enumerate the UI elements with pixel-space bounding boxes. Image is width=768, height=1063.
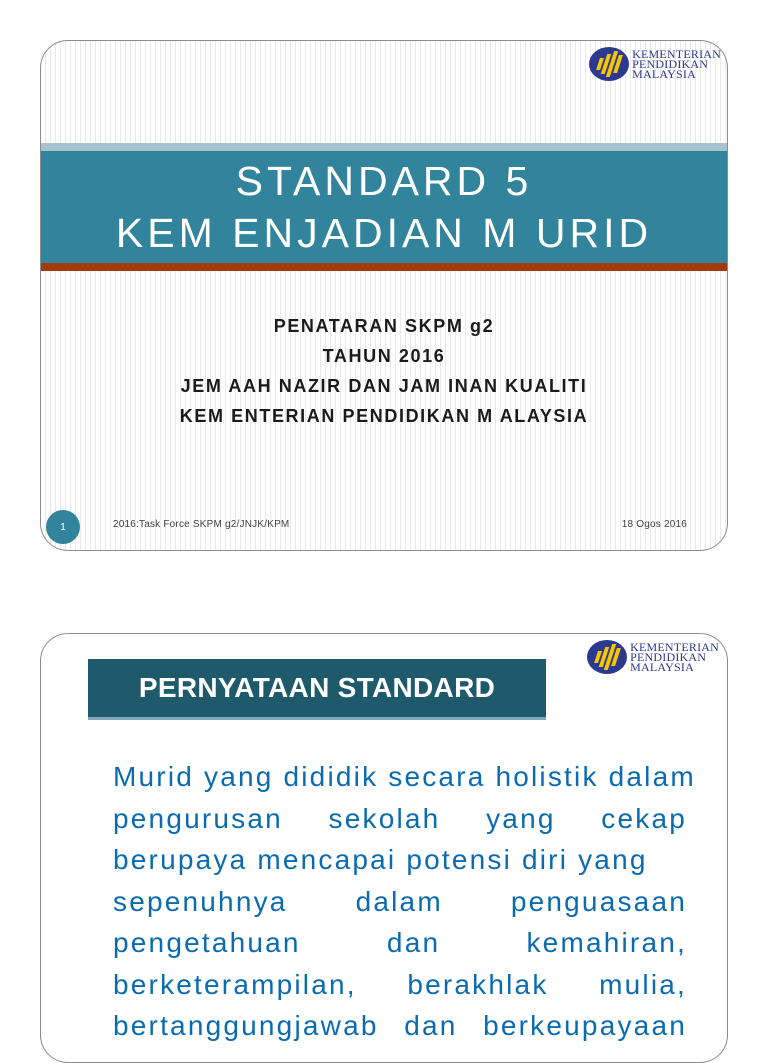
statement-word: pengetahuan <box>113 927 301 958</box>
statement-line <box>113 881 687 923</box>
footer-source: 2016:Task Force SKPM g2/JNJK/KPM <box>113 519 290 530</box>
slide-title-line-1: STANDARD 5 <box>235 158 533 204</box>
logo-line-2: PENDIDIKAN <box>630 650 707 664</box>
title-band <box>41 151 727 263</box>
statement-word: bertanggungjawab <box>113 1010 379 1041</box>
logo-line-1: KEMENTERIAN <box>632 47 721 61</box>
statement-word: sepenuhnya <box>113 885 288 917</box>
statement-word: kemahiran, <box>526 927 687 958</box>
heading-box <box>88 659 546 720</box>
subtitle-line: KEM ENTERIAN PENDIDIKAN M ALAYSIA <box>179 406 589 426</box>
page-number-badge: 1 <box>46 510 80 544</box>
ministry-emblem-icon <box>587 640 627 674</box>
logo-line-3: MALAYSIA <box>630 660 694 674</box>
statement-word: penguasaan <box>510 885 687 917</box>
statement-word: yang <box>486 802 556 834</box>
footer-date: 18 Ogos 2016 <box>621 519 687 530</box>
statement-word: berupaya mencapai potensi diri yang <box>113 844 648 875</box>
statement-line <box>113 798 687 840</box>
statement-line <box>113 964 687 1006</box>
statement-line <box>113 1005 687 1047</box>
statement-word: berketerampilan, <box>113 968 357 1000</box>
logo-line-3: MALAYSIA <box>632 67 696 81</box>
title-bottom-bar <box>41 263 727 271</box>
statement-word: cekap <box>601 802 687 834</box>
ministry-logo-text <box>630 642 719 672</box>
statement-word: berkeupayaan <box>483 1010 687 1041</box>
logo-line-1: KEMENTERIAN <box>630 640 719 654</box>
statement-word: dan <box>404 1010 458 1041</box>
statement-line <box>113 839 687 881</box>
statement-word: sekolah <box>328 802 441 834</box>
subtitle-line: PENATARAN SKPM g2 <box>273 316 495 336</box>
standard-statement <box>113 756 696 1047</box>
ministry-logo <box>587 640 719 674</box>
statement-word: Murid yang dididik secara holistik dalam <box>113 761 696 792</box>
ministry-emblem-icon <box>589 47 629 81</box>
subtitle-line: JEM AAH NAZIR DAN JAM INAN KUALITI <box>180 376 588 396</box>
statement-word: dalam <box>355 885 443 917</box>
statement-word: mulia, <box>599 968 687 1000</box>
slide-2 <box>40 633 728 1063</box>
slide-title-line-2: KEM ENJADIAN M URID <box>115 210 653 256</box>
subtitle-block <box>41 311 727 431</box>
section-heading: PERNYATAAN STANDARD <box>138 672 496 703</box>
ministry-logo-text <box>632 49 721 79</box>
statement-line <box>113 756 696 798</box>
ministry-logo <box>589 47 721 81</box>
statement-word: berakhlak <box>407 968 549 1000</box>
title-top-bar <box>41 143 727 151</box>
slide-1 <box>40 40 728 551</box>
statement-word: pengurusan <box>113 802 283 834</box>
statement-word: dan <box>386 927 441 958</box>
logo-line-2: PENDIDIKAN <box>632 57 709 71</box>
subtitle-line: TAHUN 2016 <box>322 346 446 366</box>
statement-line <box>113 922 687 964</box>
